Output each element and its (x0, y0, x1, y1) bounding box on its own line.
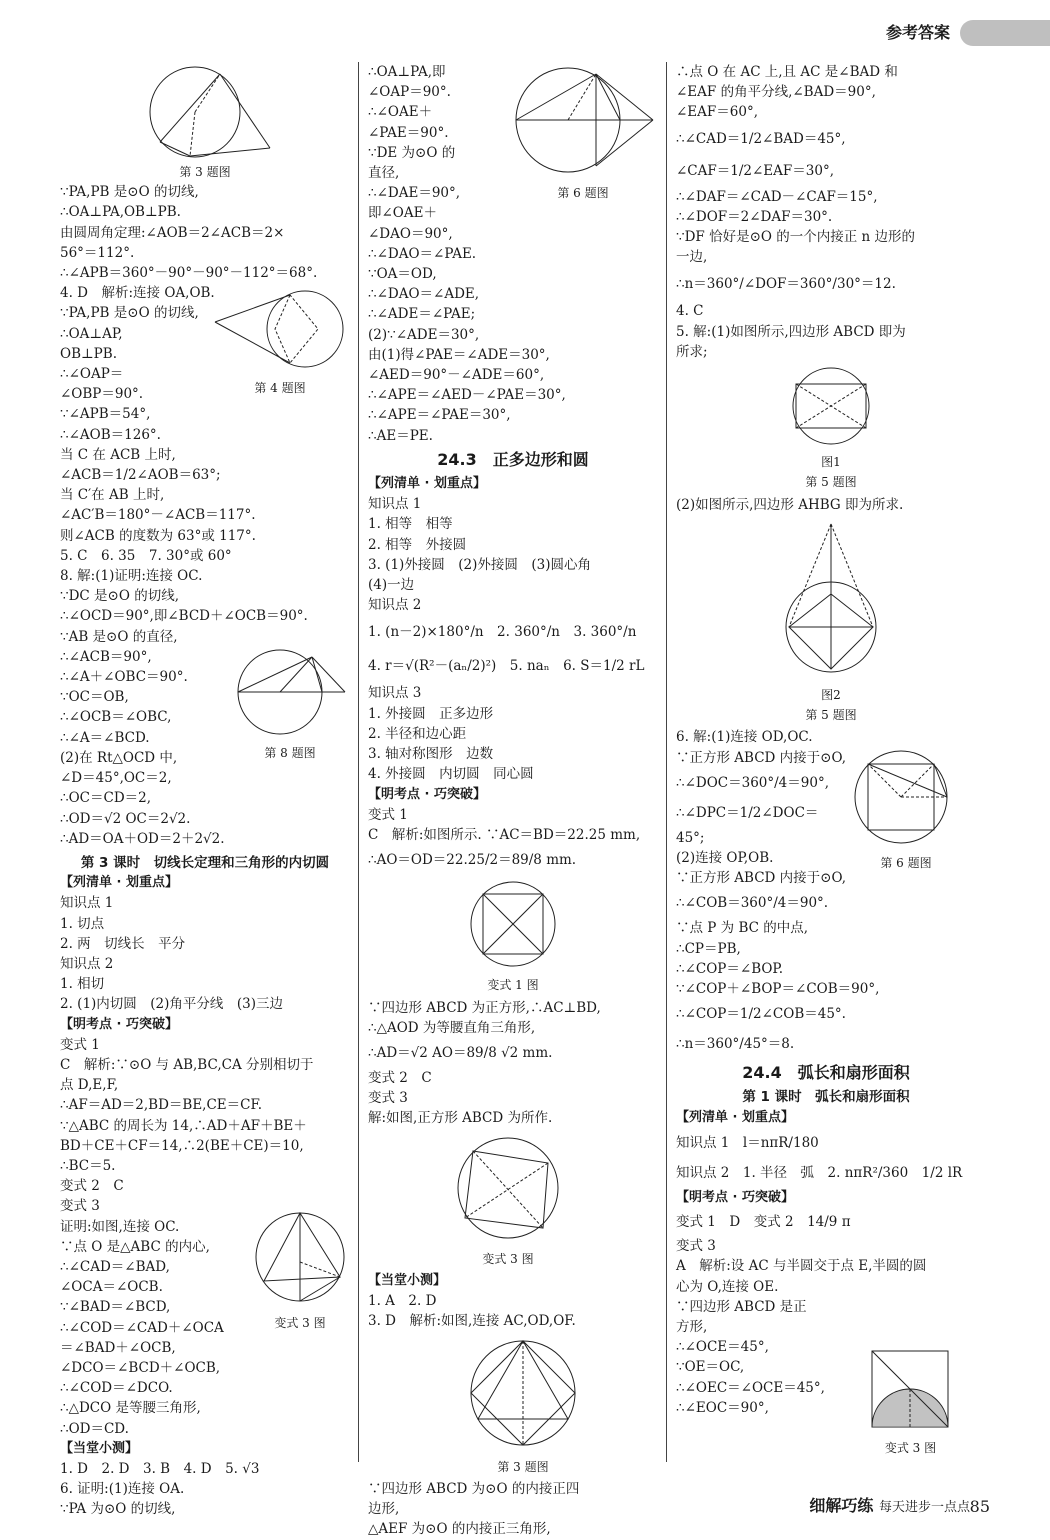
lesson-title: 第 3 课时 切线长定理和三角形的内切圆 (80, 854, 330, 871)
header-tab (960, 20, 1050, 46)
text-line: 3. 轴对称图形 边数 (368, 746, 494, 763)
text-line: ∴∠COD＝∠DCO. (60, 1380, 173, 1397)
text-line: ∴BC＝5. (60, 1157, 116, 1174)
text-line: 心为 O,连接 OE. (676, 1278, 779, 1295)
text-line: ∵∠COP＋∠BOP＝∠COB＝90°, (676, 981, 880, 998)
page-header (0, 0, 1050, 48)
text-line: 方形, (676, 1318, 708, 1335)
text-line: 1. 切点 (60, 915, 105, 932)
text-line: ∴OA⊥PA,OB⊥PB. (60, 204, 181, 221)
footer-slogan: 每天进步一点点 (878, 1500, 970, 1515)
text-line: ∠ACB＝1/2∠AOB＝63°; (60, 467, 221, 484)
text-line: ∠EAF＝60°, (676, 104, 759, 121)
column-divider (666, 62, 667, 1462)
text-line: ∴∠A＋∠OBC＝90°. (60, 669, 188, 686)
text-line: 由(1)得∠PAE＝∠ADE＝30°, (368, 346, 550, 363)
figure-v1-diagram (463, 879, 563, 969)
figure-v3-container (250, 1207, 350, 1333)
text-line: ∵OA＝OD, (368, 266, 437, 283)
text-line: 证明:如图,连接 OC. (60, 1218, 180, 1235)
text-line: 4. 外接圆 内切圆 同心圆 (368, 766, 534, 783)
footer-brand (809, 1493, 970, 1516)
text-line: 变式 1 (60, 1036, 100, 1053)
text-line: ∴n＝360°/45°＝8. (676, 1036, 795, 1053)
text-line: 2. 半径和边心距 (368, 725, 467, 742)
text-line: 即∠OAE＋ (368, 205, 437, 222)
col1-text-c (60, 893, 350, 1014)
text-line: ∴OD＝√2 OC＝2√2. (60, 810, 191, 827)
figure-v3b-caption: 变式 3 图 (482, 1251, 534, 1266)
header-title: 参考答案 (885, 23, 950, 42)
text-line: ∴∠AOB＝126°. (60, 426, 161, 443)
text-line: 知识点 3 (368, 685, 422, 702)
text-line: (2)在 Rt△OCD 中, (60, 749, 178, 766)
text-line: ＝∠BAD＋∠OCB, (60, 1339, 176, 1356)
col2-text-e (368, 1291, 658, 1331)
text-line: ∵四边形 ABCD 是正 (676, 1298, 807, 1315)
col3-text-b (676, 495, 976, 515)
text-line: ∴∠OAE＋ (368, 104, 433, 121)
text-line: 当 C 在 ACB 上时, (60, 446, 176, 463)
text-line: ∵PA,PB 是⊙O 的切线, (60, 184, 199, 201)
text-line: ∴AO＝OD＝22.25/2＝89/8 mm. (368, 852, 577, 869)
text-line: ∴OD＝CD. (60, 1420, 129, 1437)
text-line: C 解析:如图所示. ∵AC＝BD＝22.25 mm, (368, 826, 641, 843)
text-line: ∴△AOD 为等腰直角三角形, (368, 1019, 536, 1036)
figure-v3b-diagram (453, 1133, 563, 1243)
text-line: ∴OA⊥PA,即 (368, 64, 446, 80)
text-line: ∴∠DAF＝∠CAD－∠CAF＝15°, (676, 188, 878, 205)
text-line: (2)连接 OP,OB. (676, 850, 774, 867)
text-line: ∴∠COB＝360°/4＝90°. (676, 895, 829, 912)
figure-6-caption: 第 6 题图 (557, 186, 609, 201)
text-line: 知识点 1 l＝nπR/180 (676, 1134, 819, 1151)
figure-6b-container (851, 747, 961, 873)
text-line: 知识点 1 (60, 895, 114, 912)
section-tag: 【列清单 · 划重点】 (60, 875, 178, 891)
text-line: ∴∠CAD＝1/2∠BAD＝45°, (676, 130, 846, 147)
text-line: ∴∠APE＝∠PAE＝30°, (368, 407, 511, 424)
figure-5a-diagram (776, 366, 886, 446)
text-line: ∵四边形 ABCD 为⊙O 的内接正四 (368, 1480, 580, 1497)
figure-3-container (60, 62, 350, 162)
text-line: ∴∠OEC＝∠OCE＝45°, (676, 1379, 825, 1396)
text-line: ∵点 P 为 BC 的中点, (676, 920, 809, 937)
text-line: 2. (1)内切圆 (2)角平分线 (3)三边 (60, 996, 284, 1013)
text-line: ∴∠COP＝∠BOP. (676, 960, 784, 977)
text-line: 1. D 2. D 3. B 4. D 5. √3 (60, 1461, 260, 1477)
figure-4-diagram (210, 287, 350, 372)
text-line: 当 C′在 AB 上时, (60, 487, 165, 504)
text-line: 变式 3 (676, 1238, 716, 1255)
text-line: 2. 两 切线长 平分 (60, 935, 186, 952)
col3-text-d (676, 1128, 976, 1188)
text-line: 5. 解:(1)如图所示,四边形 ABCD 即为 (676, 323, 906, 340)
figure-5b-container (781, 519, 881, 726)
text-line: ∠DCO＝∠BCD＋∠OCB, (60, 1359, 221, 1376)
figure-3-diagram (60, 62, 280, 162)
section-tag: 【明考点 · 巧突破】 (676, 1189, 794, 1205)
text-line: ∠AED＝90°－∠ADE＝60°, (368, 367, 545, 384)
figure-5b-caption-1: 图2 (821, 688, 841, 703)
figure-v3b-container (453, 1133, 563, 1269)
text-line: ∵∠APB＝54°, (60, 406, 151, 423)
text-line: 3. D 解析:如图,连接 AC,OD,OF. (368, 1313, 576, 1330)
text-line: ∵△ABC 的周长为 14,∴AD＋AF＋BE＋ (60, 1117, 307, 1134)
figure-v3-caption: 变式 3 图 (274, 1316, 326, 1331)
text-line: 1. 相切 (60, 976, 105, 993)
text-line: ∴∠DOF＝2∠DAF＝30°. (676, 208, 833, 225)
lesson-title: 第 1 课时 弧长和扇形面积 (742, 1089, 910, 1106)
text-line: ∠OAP＝90°. (368, 84, 451, 101)
text-line: 56°＝112°. (60, 244, 135, 261)
text-line: (4)一边 (368, 577, 415, 594)
column-1 (60, 62, 350, 1520)
text-line: ∴∠APE＝∠AED－∠PAE＝30°, (368, 387, 566, 404)
column-divider (358, 62, 359, 1462)
text-line: 解:如图,正方形 ABCD 为所作. (368, 1110, 553, 1127)
text-line: 8. 解:(1)证明:连接 OC. (60, 568, 203, 585)
text-line: 知识点 2 (368, 597, 422, 614)
col2-text-f (368, 1479, 658, 1540)
section-tag: 【明考点 · 巧突破】 (60, 1016, 178, 1032)
figure-3b-diagram (463, 1336, 583, 1451)
text-line: 5. C 6. 35 7. 30°或 60° (60, 547, 232, 564)
text-line: ∵四边形 ABCD 为正方形,∴AC⊥BD, (368, 999, 601, 1016)
text-line: ∴∠OCB＝∠OBC, (60, 709, 172, 726)
text-line: ∴OA⊥AP, (60, 325, 123, 342)
text-line: 变式 1 D 变式 2 14/9 π (676, 1214, 851, 1231)
figure-5a-caption-1: 图1 (821, 455, 841, 470)
text-line: 1. A 2. D (368, 1293, 437, 1310)
text-line: ∴∠OCD＝90°,即∠BCD＋∠OCB＝90°. (60, 608, 308, 625)
text-line: ∠OCA＝∠OCB. (60, 1279, 163, 1296)
text-line: 变式 3 (60, 1198, 100, 1215)
text-line: 则∠ACB 的度数为 63°或 117°. (60, 527, 256, 544)
figure-6b-diagram (851, 747, 961, 847)
text-line: 边形, (368, 1501, 400, 1518)
text-line: ∴AD＝OA＋OD＝2＋2√2. (60, 830, 225, 847)
text-line: ∵点 O 是△ABC 的内心, (60, 1238, 210, 1255)
figure-5b-caption-2: 第 5 题图 (805, 708, 857, 723)
text-line: ∴∠ACB＝90°, (60, 648, 152, 665)
text-line: 6. 证明:(1)连接 OA. (60, 1481, 185, 1498)
text-line: ∴∠EOC＝90°, (676, 1399, 769, 1416)
text-line: ∠PAE＝90°. (368, 124, 449, 141)
text-line: ∠CAF＝1/2∠EAF＝30°, (676, 162, 834, 179)
text-line: ∵PA 为⊙O 的切线, (60, 1501, 176, 1518)
text-line: ∴点 O 在 AC 上,且 AC 是∠BAD 和 (676, 64, 898, 80)
figure-4-caption: 第 4 题图 (254, 381, 306, 396)
text-line: ∴∠CAD＝∠BAD, (60, 1258, 170, 1275)
text-line: △AEF 为⊙O 的内接正三角形, (368, 1521, 551, 1538)
text-line: 4. D 解析:连接 OA,OB. (60, 285, 215, 302)
figure-5a-caption-2: 第 5 题图 (805, 475, 857, 490)
figure-v1-caption: 变式 1 图 (487, 978, 539, 993)
column-3 (676, 62, 976, 1456)
text-line: C 解析:∵⊙O 与 AB,BC,CA 分别相切于 (60, 1056, 314, 1073)
text-line: ∴∠ADE＝∠PAE; (368, 306, 476, 323)
text-line: 变式 1 (368, 806, 408, 823)
col2-text-d (368, 998, 658, 1129)
figure-6-diagram (508, 62, 658, 177)
text-line: 知识点 2 1. 半径 弧 2. nπR²/360 1/2 lR (676, 1164, 963, 1181)
text-line: ∠EAF 的角平分线,∠BAD＝90°, (676, 84, 876, 101)
figure-3b-container (463, 1336, 583, 1477)
text-line: ∵PA,PB 是⊙O 的切线, (60, 305, 199, 322)
figure-3b-caption: 第 3 题图 (497, 1459, 549, 1474)
text-line: 一边, (676, 249, 708, 266)
footer-brand-name: 细解巧练 (809, 1496, 874, 1515)
text-line: A 解析:设 AC 与半圆交于点 E,半圆的圆 (676, 1258, 927, 1275)
text-line: ∴∠DPC＝1/2∠DOC＝ (676, 804, 819, 821)
text-line: ∵DF 恰好是⊙O 的一个内接正 n 边形的 (676, 229, 916, 246)
section-tag: 【明考点 · 巧突破】 (368, 786, 486, 802)
figure-5b-diagram (781, 519, 881, 679)
figure-8-caption: 第 8 题图 (264, 746, 316, 761)
text-line: 直径, (368, 165, 400, 182)
text-line: ∠AC′B＝180°－∠ACB＝117°. (60, 507, 256, 524)
text-line: ∴∠OAP＝ (60, 366, 124, 383)
text-line: OB⊥PB. (60, 345, 117, 362)
text-line: 45°; (676, 829, 705, 846)
figure-v3c-caption: 变式 3 图 (884, 1441, 937, 1456)
text-line: ∵AB 是⊙O 的直径, (60, 628, 178, 645)
text-line: 变式 2 C (368, 1069, 432, 1086)
text-line: ∵DC 是⊙O 的切线, (60, 588, 179, 605)
figure-8-container (230, 647, 350, 763)
page-number: 85 (969, 1497, 990, 1516)
section-title: 24.3 正多边形和圆 (437, 449, 589, 469)
col2-text-b (368, 494, 658, 784)
figure-v1-container (463, 879, 563, 995)
text-line: ∵正方形 ABCD 内接于⊙O, (676, 870, 847, 887)
text-line: ∴∠COP＝1/2∠COB＝45°. (676, 1006, 846, 1023)
text-line: ∴CP＝PB, (676, 940, 741, 957)
text-line: 4. C (676, 303, 704, 320)
text-line: ∴∠OCE＝45°, (676, 1339, 769, 1356)
col3-text-a (676, 62, 976, 362)
text-line: ∵正方形 ABCD 内接于⊙O, (676, 749, 847, 766)
text-line: 点 D,E,F, (60, 1077, 119, 1094)
col2-text-c (368, 805, 658, 875)
text-line: 知识点 2 (60, 955, 114, 972)
text-line: 4. r＝√(R²－(aₙ/2)²) 5. naₙ 6. S＝1/2 rL (368, 658, 645, 675)
section-title: 24.4 弧长和扇形面积 (742, 1063, 910, 1083)
text-line: 1. 外接圆 正多边形 (368, 705, 494, 722)
text-line: ∴∠APB＝360°－90°－90°－112°＝68°. (60, 265, 318, 282)
figure-v3c-diagram (868, 1347, 953, 1432)
figure-4-container (210, 287, 350, 398)
text-line: ∴n＝360°/∠DOF＝360°/30°＝12. (676, 276, 896, 293)
text-line: ∴∠COD＝∠CAD＋∠OCA (60, 1319, 224, 1336)
text-line: ∵OC＝OB, (60, 689, 129, 706)
text-line: ∠OBP＝90°. (60, 386, 144, 403)
figure-6-container (508, 62, 658, 203)
figure-3-caption: 第 3 题图 (179, 165, 231, 179)
figure-6b-caption: 第 6 题图 (880, 856, 932, 871)
text-line: (2)如图所示,四边形 AHBG 即为所求. (676, 496, 904, 513)
section-tag: 【列清单 · 划重点】 (676, 1109, 794, 1125)
section-tag: 【当堂小测】 (60, 1440, 139, 1456)
text-line: ∠DAO＝90°, (368, 225, 453, 242)
col1-text-e (60, 1459, 350, 1520)
text-line: ∴∠DOC＝360°/4＝90°, (676, 774, 829, 791)
column-2 (368, 62, 658, 1540)
text-line: 变式 2 C (60, 1178, 124, 1195)
text-line: ∴AE＝PE. (368, 427, 433, 444)
text-line: BD＋CE＋CF＝14,∴2(BE＋CE)＝10, (60, 1137, 304, 1154)
text-line: ∴∠DAO＝∠ADE, (368, 286, 480, 303)
text-line: ∴∠A＝∠BCD. (60, 729, 150, 746)
text-line: 1. (n－2)×180°/n 2. 360°/n 3. 360°/n (368, 624, 637, 641)
text-line: ∴OC＝CD＝2, (60, 790, 152, 807)
text-line: 6. 解:(1)连接 OD,OC. (676, 729, 813, 746)
text-line: ∵∠BAD＝∠BCD, (60, 1299, 171, 1316)
text-line: ∵OE＝OC, (676, 1359, 745, 1376)
figure-8-diagram (230, 647, 350, 737)
text-line: ∴∠DAO＝∠PAE. (368, 245, 477, 262)
text-line: 1. 相等 相等 (368, 516, 453, 533)
figure-5a-container (776, 366, 886, 493)
section-tag: 【列清单 · 划重点】 (368, 476, 486, 492)
figure-v3-diagram (250, 1207, 350, 1307)
text-line: 所求; (676, 343, 708, 360)
text-line: ∴AD＝√2 AO＝89/8 √2 mm. (368, 1044, 553, 1061)
text-line: 知识点 1 (368, 496, 422, 513)
text-line: 3. (1)外接圆 (2)外接圆 (3)圆心角 (368, 556, 592, 573)
text-line: ∠D＝45°,OC＝2, (60, 770, 172, 787)
section-tag: 【当堂小测】 (368, 1272, 447, 1288)
text-line: 变式 3 (368, 1090, 408, 1107)
text-line: 2. 相等 外接圆 (368, 536, 467, 553)
text-line: ∴△DCO 是等腰三角形, (60, 1400, 201, 1417)
figure-v3c-container (868, 1347, 953, 1458)
text-line: 由圆周角定理:∠AOB＝2∠ACB＝2× (60, 224, 285, 241)
text-line: ∴∠DAE＝90°, (368, 185, 461, 202)
text-line: ∵DE 为⊙O 的 (368, 144, 456, 161)
text-line: (2)∵∠ADE＝30°, (368, 326, 480, 343)
text-line: ∴AF＝AD＝2,BD＝BE,CE＝CF. (60, 1097, 263, 1114)
